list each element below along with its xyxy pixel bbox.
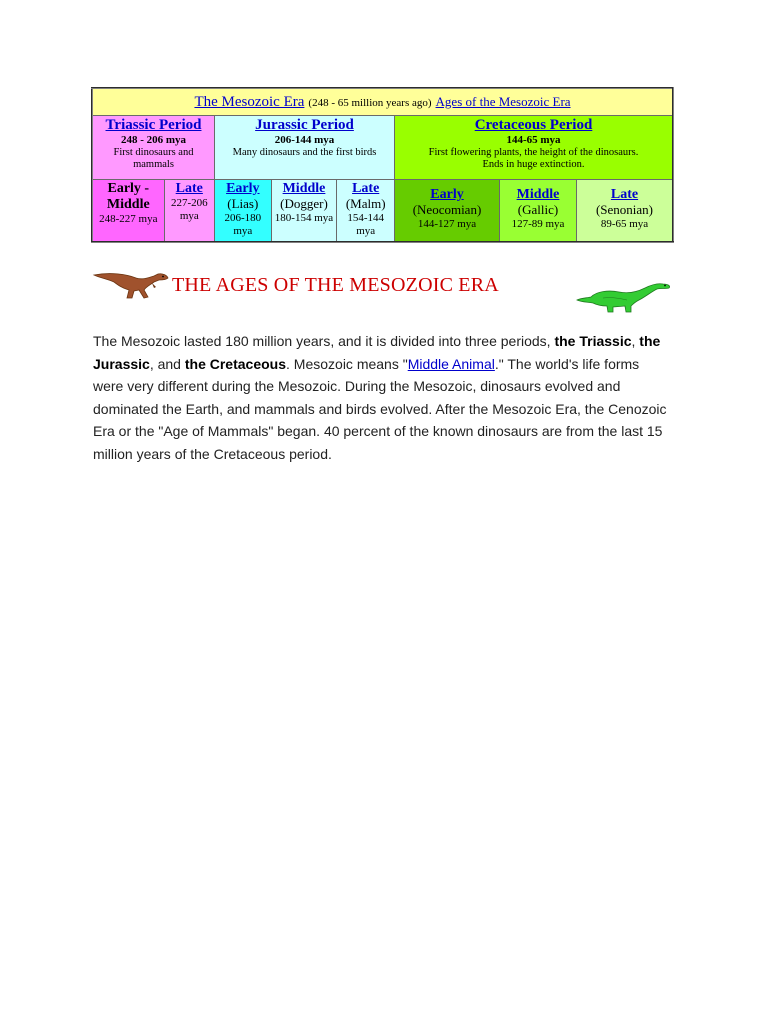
epoch-cretaceous-late bbox=[577, 180, 674, 242]
jurassic-period-link[interactable]: Jurassic Period bbox=[255, 117, 354, 133]
jurassic-range: 206-144 mya bbox=[274, 134, 335, 147]
cretaceous-desc-2: Ends in huge extinction. bbox=[482, 158, 585, 170]
era-title-link[interactable]: The Mesozoic Era bbox=[194, 93, 305, 110]
epoch-cretaceous-early bbox=[395, 180, 500, 242]
triassic-range: 248 - 206 mya bbox=[120, 134, 187, 147]
epoch-alt: (Malm) bbox=[345, 196, 386, 212]
triassic-desc: First dinosaurs and mammals bbox=[113, 146, 194, 170]
triassic-period-link[interactable]: Triassic Period bbox=[105, 117, 202, 133]
triassic-bold: the Triassic bbox=[554, 333, 632, 349]
intro-paragraph bbox=[93, 330, 673, 465]
brown-dinosaur-icon bbox=[92, 268, 170, 300]
era-header-cell bbox=[92, 88, 673, 116]
mesozoic-era-table bbox=[91, 87, 674, 243]
cretaceous-range: 144-65 mya bbox=[506, 134, 561, 147]
para-text: The Mesozoic lasted 180 million years, and it is divided into three periods, bbox=[93, 333, 555, 349]
page-heading: THE AGES OF THE MESOZOIC ERA bbox=[172, 274, 499, 296]
middle-animal-link[interactable]: Middle Animal bbox=[407, 355, 495, 372]
epoch-range: 180-154 mya bbox=[274, 212, 334, 225]
para-text: ." The world's life forms were very different during the Mesozoic. During the Mesozoic, dinosaurs evolved and dominated the Earth, and mammals and birds evolved. After the Mesozoic Era, the Cenozoic Era or the "Age of Mammals" began. 40 percent of the known dinosaurs are from the last 15 million years of the Cretaceous period. bbox=[93, 355, 667, 462]
epoch-jurassic-middle bbox=[271, 180, 337, 242]
epoch-range: 206-180 mya bbox=[224, 212, 262, 237]
cretaceous-desc-1: First flowering plants, the height of the dinosaurs. bbox=[428, 146, 639, 158]
epoch-cretaceous-middle bbox=[500, 180, 577, 242]
jurassic-period-cell bbox=[215, 116, 395, 180]
epoch-range: 154-144 mya bbox=[347, 212, 384, 237]
para-text: . Mesozoic means " bbox=[286, 355, 408, 372]
jurassic-desc: Many dinosaurs and the first birds bbox=[232, 146, 377, 158]
epoch-jurassic-early bbox=[215, 180, 272, 242]
epoch-link[interactable]: Early bbox=[226, 181, 260, 196]
epoch-alt: (Neocomian) bbox=[412, 202, 482, 218]
epoch-alt: (Senonian) bbox=[595, 202, 654, 218]
epoch-link[interactable]: Middle bbox=[516, 187, 560, 202]
epoch-triassic-late bbox=[164, 180, 214, 242]
era-range: (248 - 65 million years ago) bbox=[308, 96, 432, 109]
epoch-alt: (Gallic) bbox=[517, 202, 559, 218]
epoch-alt: (Lias) bbox=[227, 196, 259, 212]
cretaceous-period-link[interactable]: Cretaceous Period bbox=[474, 117, 593, 133]
epoch-alt: (Dogger) bbox=[280, 196, 328, 212]
epoch-range: 144-127 mya bbox=[417, 218, 477, 231]
epoch-range: 248-227 mya bbox=[99, 213, 158, 226]
epoch-link[interactable]: Late bbox=[175, 181, 203, 196]
para-text: , bbox=[631, 333, 640, 349]
epoch-link[interactable]: Late bbox=[352, 181, 380, 196]
epoch-range: 227-206 mya bbox=[170, 197, 208, 222]
epoch-name: Early - Middle bbox=[106, 181, 150, 213]
epoch-range: 127-89 mya bbox=[511, 218, 565, 231]
green-dinosaur-icon bbox=[573, 278, 673, 314]
epoch-link[interactable]: Middle bbox=[282, 181, 326, 196]
epoch-jurassic-late bbox=[337, 180, 395, 242]
epoch-range: 89-65 mya bbox=[600, 218, 649, 231]
epoch-link[interactable]: Early bbox=[430, 187, 464, 202]
epoch-triassic-early-middle bbox=[92, 180, 164, 242]
cretaceous-bold: the Cretaceous bbox=[184, 355, 287, 372]
jurassic-bold: the Jurassic bbox=[93, 333, 661, 372]
epoch-link[interactable]: Late bbox=[610, 187, 639, 202]
ages-link[interactable]: Ages of the Mesozoic Era bbox=[435, 93, 571, 109]
cretaceous-period-cell bbox=[395, 116, 674, 180]
triassic-period-cell bbox=[92, 116, 215, 180]
para-text: , and bbox=[149, 355, 185, 372]
